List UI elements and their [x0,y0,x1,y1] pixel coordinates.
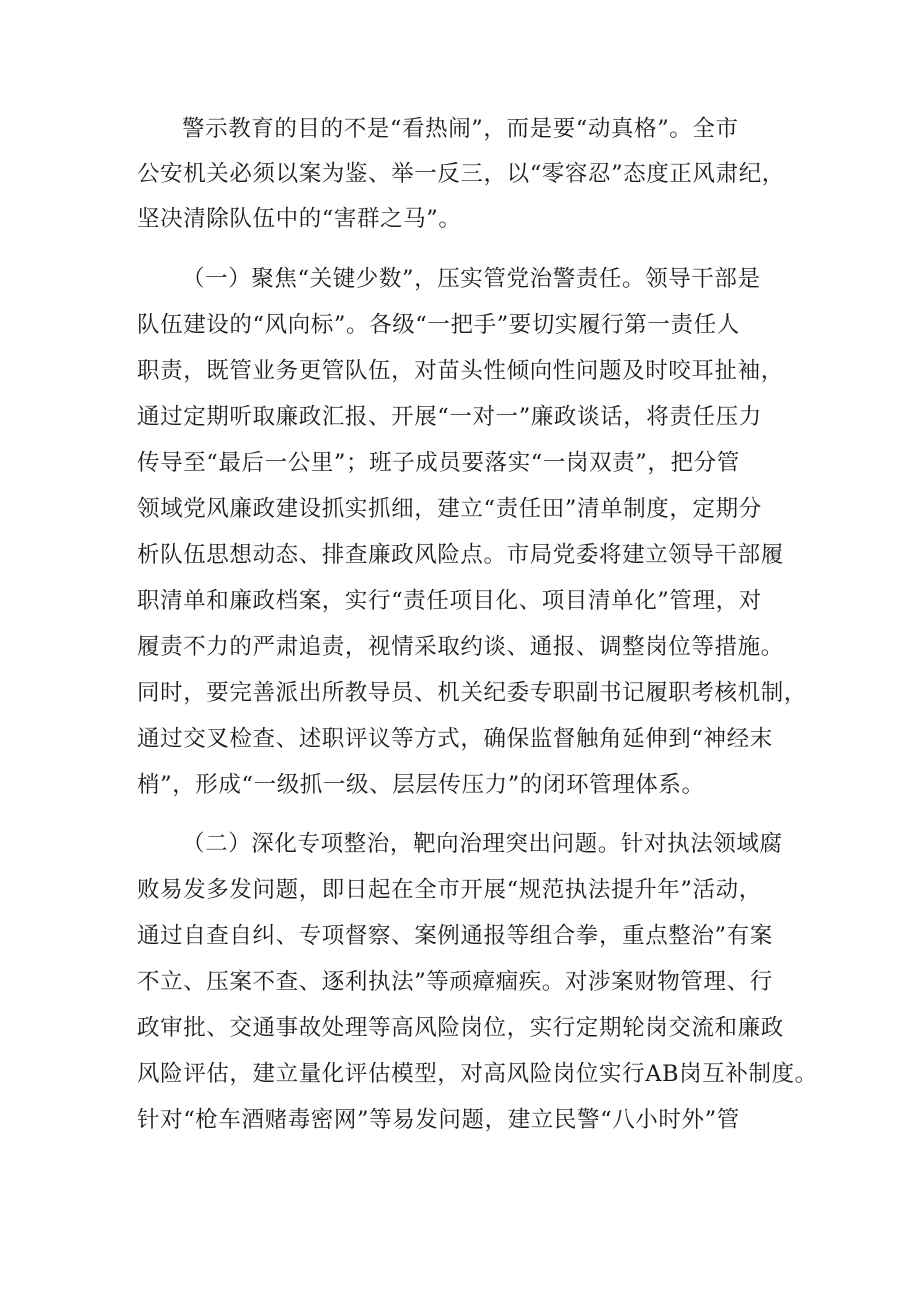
paragraph-2-line-4: 通过定期听取廉政汇报、开展“一对一”廉政谈话，将责任压力 [137,404,762,430]
paragraph-3-line-7: 针对“枪车酒赌毒密网”等易发问题，建立民警“八小时外”管 [137,1107,740,1133]
paragraph-3-line-2: 败易发多发问题，即日起在全市开展“规范执法提升年”活动， [137,877,762,903]
paragraph-3-line-3: 通过自查自纠、专项督察、案例通报等组合拳，重点整治”有案 [137,923,773,949]
paragraph-1-line-3: 坚决清除队伍中的“害群之马”。 [137,206,462,232]
paragraph-3-line-4: 不立、压案不查、逐利执法”等顽瘴痼疾。对涉案财物管理、行 [137,969,773,995]
paragraph-2-line-7: 析队伍思想动态、排查廉政风险点。市局党委将建立领导干部履 [137,542,784,568]
paragraph-2-line-11: 通过交叉检查、述职评议等方式，确保监督触角延伸到“神经末 [137,726,773,752]
paragraph-2-line-3: 职责，既管业务更管队伍，对苗头性倾向性问题及时咬耳扯袖， [137,358,784,384]
paragraph-2-line-1: （一）聚焦“关键少数”，压实管党治警责任。领导干部是 [182,266,761,292]
paragraph-3-line-5: 政审批、交通事故处理等高风险岗位，实行定期轮岗交流和廉政 [137,1015,784,1041]
paragraph-3-line-1: （二）深化专项整治，靶向治理突出问题。针对执法领域腐 [182,831,783,857]
paragraph-2-line-5: 传导至“最后一公里”；班子成员要落实“一岗双责”，把分管 [137,450,740,476]
paragraph-2-line-2: 队伍建设的“风向标”。各级“一把手”要切实履行第一责任人 [137,312,740,338]
paragraph-2-line-10: 同时，要完善派出所教导员、机关纪委专职副书记履职考核机制， [137,680,807,706]
paragraph-2-line-8: 职清单和廉政档案，实行“责任项目化、项目清单化”管理，对 [137,588,762,614]
paragraph-1-line-2: 公安机关必须以案为鉴、举一反三，以“零容忍”态度正风肃纪， [137,161,785,187]
paragraph-1-line-1: 警示教育的目的不是“看热闹”，而是要“动真格”。全市 [182,116,739,142]
paragraph-2-line-9: 履责不力的严肃追责，视情采取约谈、通报、调整岗位等措施。 [137,634,784,660]
paragraph-2-line-12: 梢”，形成“一级抓一级、层层传压力”的闭环管理体系。 [137,772,705,798]
paragraph-2-line-6: 领域党风廉政建设抓实抓细，建立“责任田”清单制度，定期分 [137,496,762,522]
paragraph-3-line-6: 风险评估，建立量化评估模型，对高风险岗位实行AB岗互补制度。 [137,1061,818,1087]
